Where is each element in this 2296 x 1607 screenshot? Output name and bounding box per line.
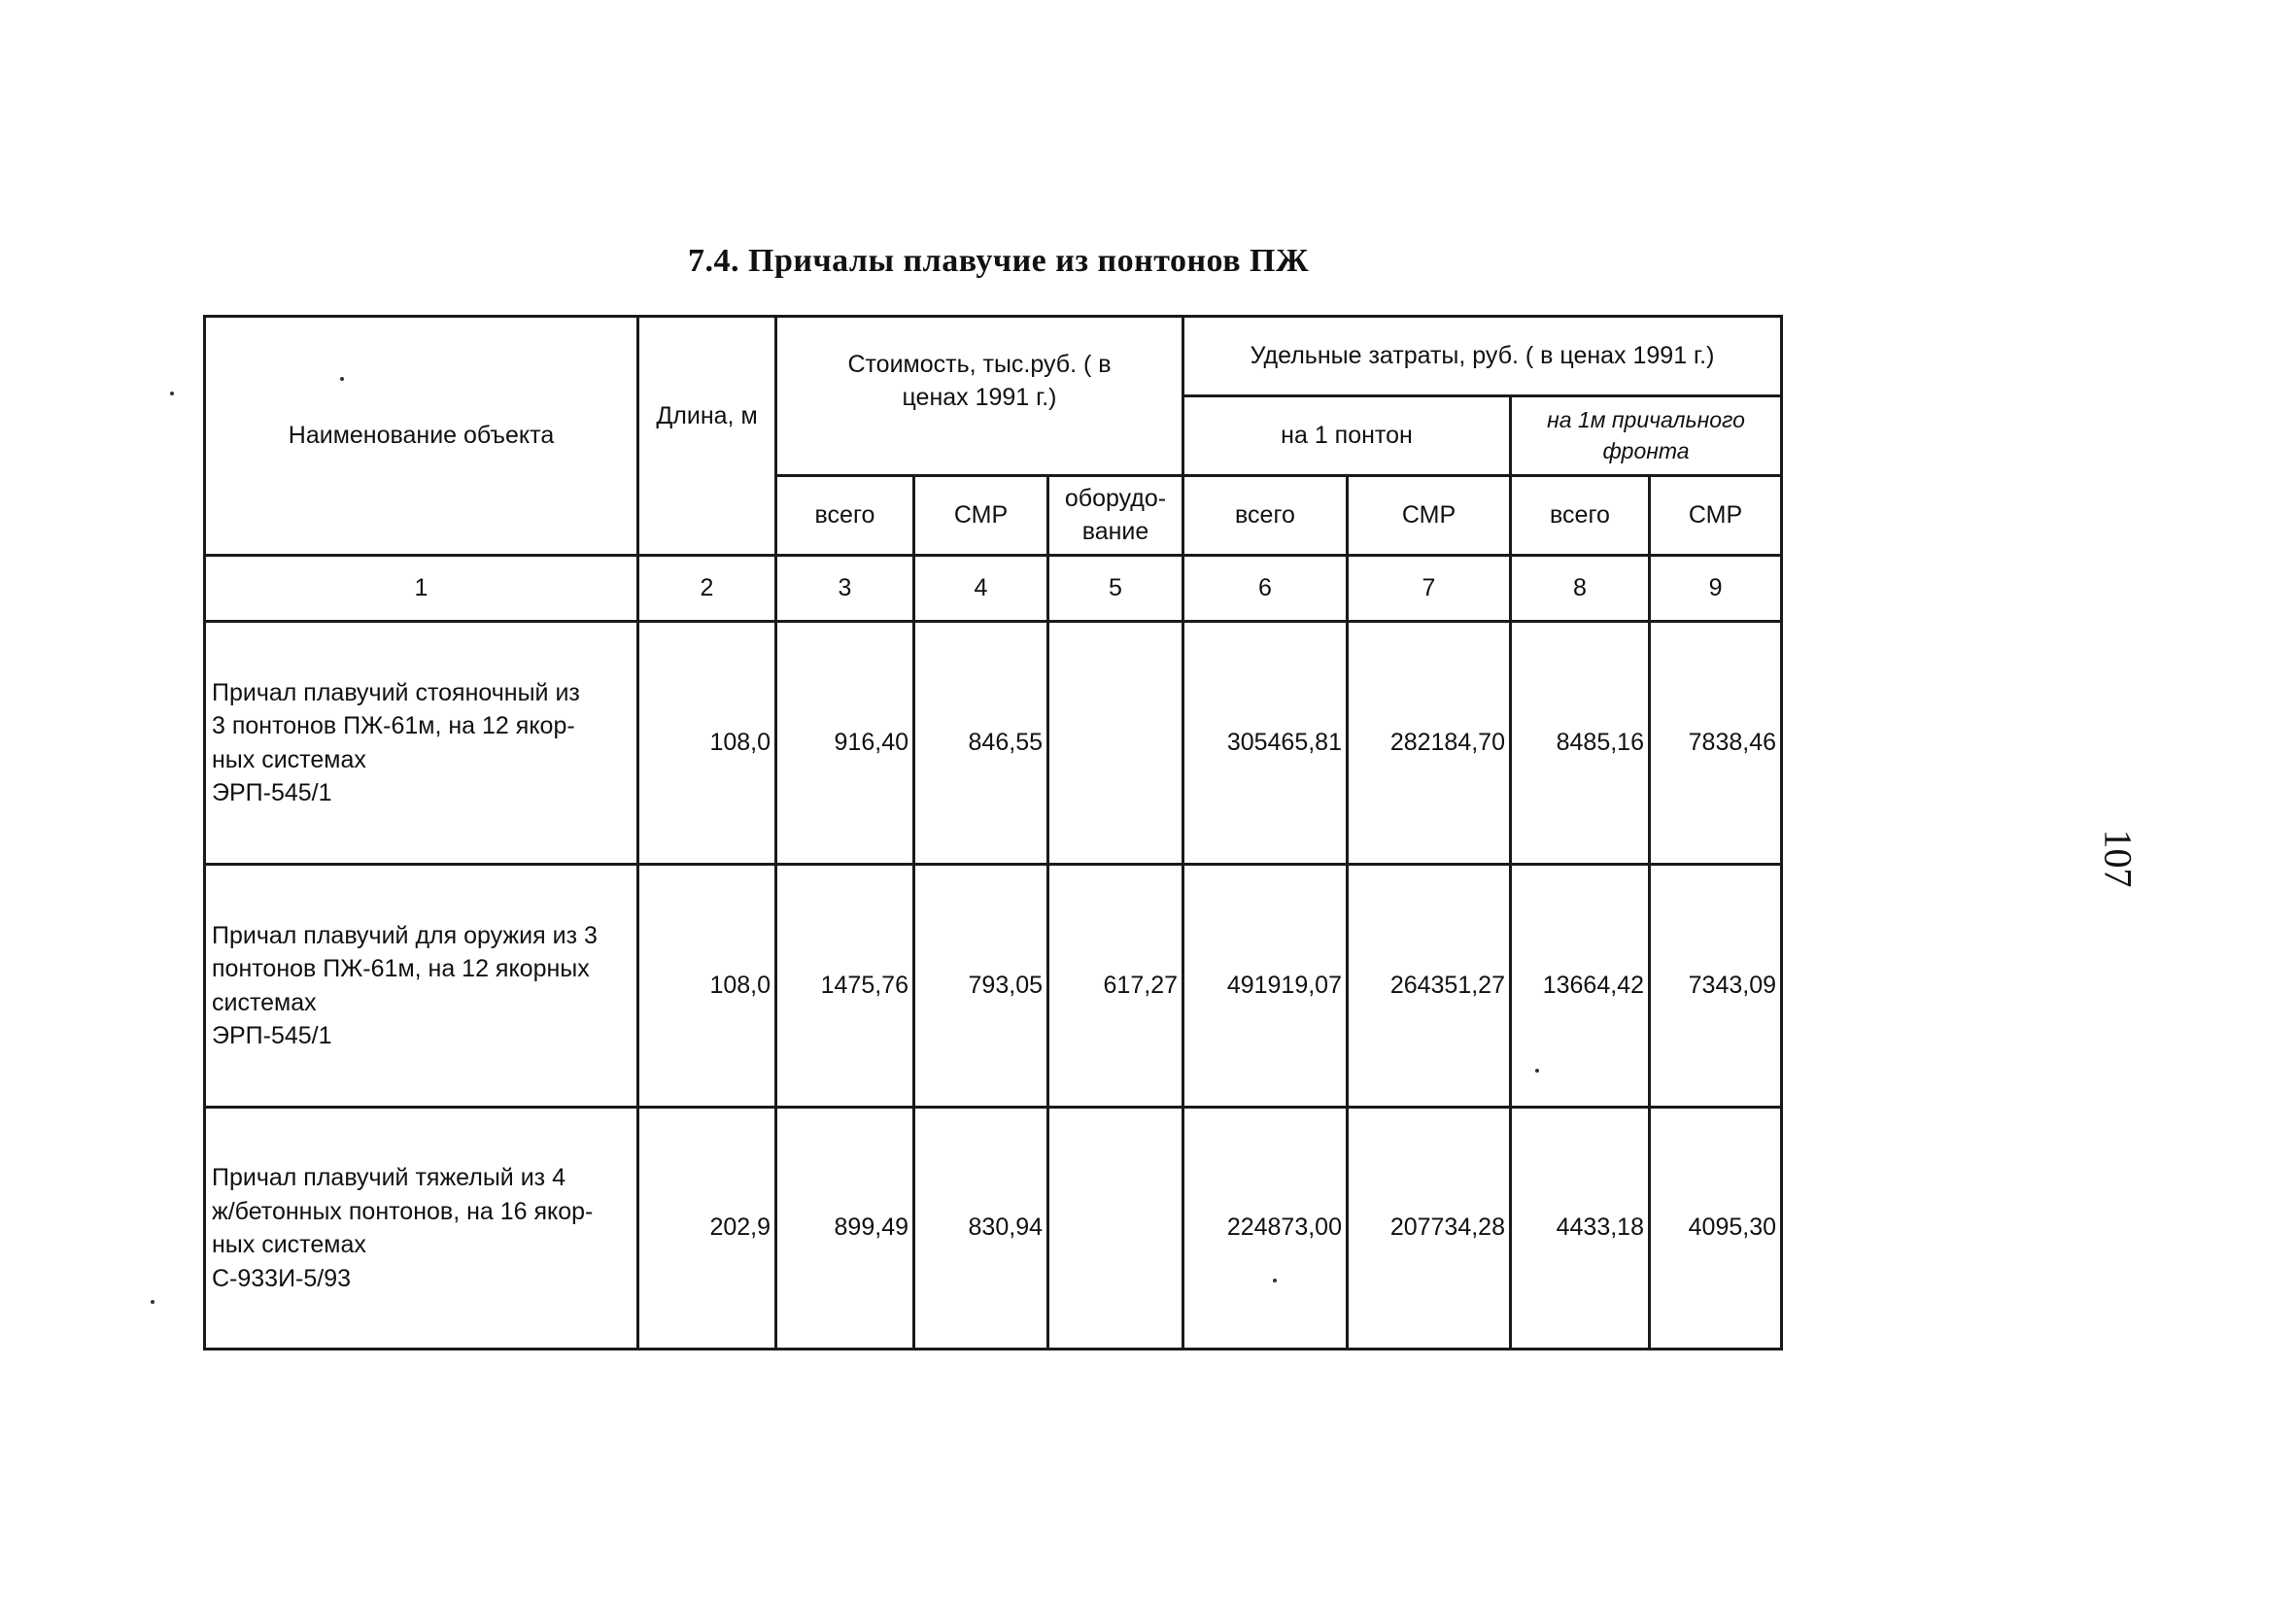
header-cost-group: Стоимость, тыс.руб. ( в ценах 1991 г.) bbox=[776, 317, 1183, 476]
table-row bbox=[205, 622, 1782, 865]
page-number: 107 bbox=[2096, 829, 2141, 888]
meter-smr-value: 4095,30 bbox=[1650, 1108, 1782, 1350]
table-row bbox=[205, 1108, 1782, 1350]
header-cost-total: всего bbox=[776, 476, 914, 556]
meter-smr-value: 7838,46 bbox=[1650, 622, 1782, 865]
header-cost-smr: СМР bbox=[914, 476, 1048, 556]
meter-total-value: 13664,42 bbox=[1511, 865, 1650, 1108]
column-number: 6 bbox=[1183, 556, 1348, 622]
meter-total-value: 4433,18 bbox=[1511, 1108, 1650, 1350]
object-name: Причал плавучий тяжелый из 4 ж/бетонных понтонов, на 16 якор- ных системах С-933И-5/93 bbox=[205, 1108, 638, 1350]
header-cost-equipment: оборудо-вание bbox=[1048, 476, 1183, 556]
cost-equipment-value bbox=[1048, 622, 1183, 865]
column-number: 2 bbox=[638, 556, 776, 622]
cost-total-value: 1475,76 bbox=[776, 865, 914, 1108]
object-name: Причал плавучий для оружия из 3 понтонов ПЖ-61м, на 12 якорных системах ЭРП-545/1 bbox=[205, 865, 638, 1108]
length-value: 108,0 bbox=[638, 865, 776, 1108]
cost-smr-value: 793,05 bbox=[914, 865, 1048, 1108]
header-meter-total: всего bbox=[1511, 476, 1650, 556]
length-value: 108,0 bbox=[638, 622, 776, 865]
pontoon-total-value: 491919,07 bbox=[1183, 865, 1348, 1108]
column-number: 8 bbox=[1511, 556, 1650, 622]
pontoon-total-value: 224873,00 bbox=[1183, 1108, 1348, 1350]
cost-smr-value: 846,55 bbox=[914, 622, 1048, 865]
column-number: 9 bbox=[1650, 556, 1782, 622]
column-number: 1 bbox=[205, 556, 638, 622]
cost-smr-value: 830,94 bbox=[914, 1108, 1048, 1350]
meter-total-value: 8485,16 bbox=[1511, 622, 1650, 865]
column-number: 7 bbox=[1348, 556, 1511, 622]
scan-speck bbox=[340, 377, 344, 381]
header-name: Наименование объекта bbox=[205, 317, 638, 556]
cost-equipment-value: 617,27 bbox=[1048, 865, 1183, 1108]
pontoon-smr-value: 264351,27 bbox=[1348, 865, 1511, 1108]
pontoon-total-value: 305465,81 bbox=[1183, 622, 1348, 865]
scan-speck bbox=[151, 1300, 154, 1304]
pontoon-smr-value: 207734,28 bbox=[1348, 1108, 1511, 1350]
cost-equipment-value bbox=[1048, 1108, 1183, 1350]
cost-total-value: 899,49 bbox=[776, 1108, 914, 1350]
scan-speck bbox=[1535, 1069, 1539, 1073]
pontoon-smr-value: 282184,70 bbox=[1348, 622, 1511, 865]
scan-speck bbox=[170, 392, 174, 395]
header-specific-group: Удельные затраты, руб. ( в ценах 1991 г.) bbox=[1183, 317, 1782, 396]
header-meter-smr: СМР bbox=[1650, 476, 1782, 556]
column-number: 4 bbox=[914, 556, 1048, 622]
header-length: Длина, м bbox=[638, 317, 776, 556]
header-per-pontoon: на 1 понтон bbox=[1183, 396, 1511, 476]
header-pontoon-total: всего bbox=[1183, 476, 1348, 556]
meter-smr-value: 7343,09 bbox=[1650, 865, 1782, 1108]
table-row bbox=[205, 865, 1782, 1108]
table-title: 7.4. Причалы плавучие из понтонов ПЖ bbox=[688, 243, 1310, 279]
column-number: 5 bbox=[1048, 556, 1183, 622]
object-name: Причал плавучий стояночный из 3 понтонов ПЖ-61м, на 12 якор- ных системах ЭРП-545/1 bbox=[205, 622, 638, 865]
header-pontoon-smr: СМР bbox=[1348, 476, 1511, 556]
length-value: 202,9 bbox=[638, 1108, 776, 1350]
column-number: 3 bbox=[776, 556, 914, 622]
scan-speck bbox=[1273, 1279, 1277, 1282]
cost-table bbox=[203, 315, 1783, 1351]
header-per-meter: на 1м причального фронта bbox=[1511, 396, 1782, 476]
cost-total-value: 916,40 bbox=[776, 622, 914, 865]
